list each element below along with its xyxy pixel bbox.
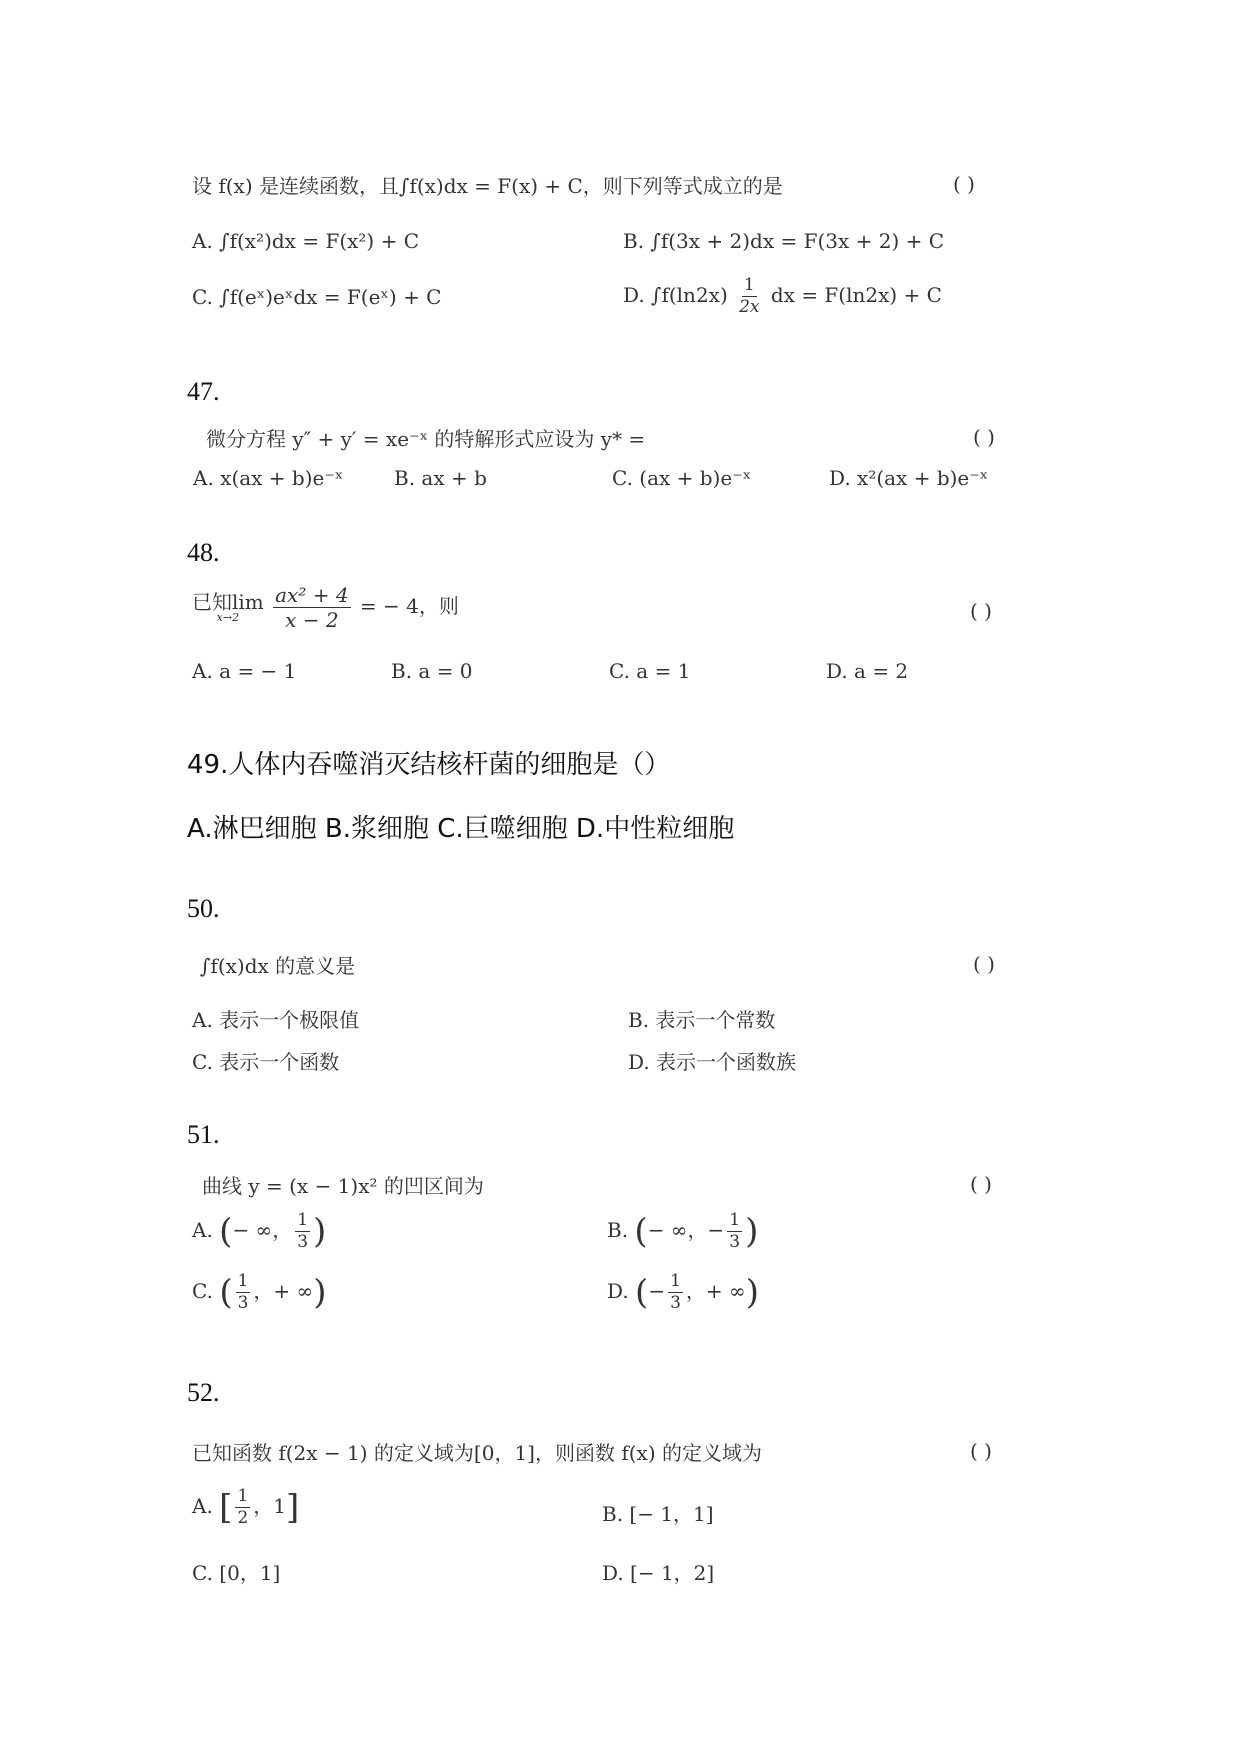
q51-option-c-denominator: 3 <box>237 1293 249 1313</box>
q52-option-c: C. [0，1] <box>192 1561 281 1585</box>
q50-answer-paren: ( ) <box>973 952 995 976</box>
q51-stem: 曲线 y = (x − 1)x² 的凹区间为 <box>202 1174 484 1198</box>
q50-number: 50. <box>187 894 220 923</box>
q52-option-a-label: A. <box>192 1494 213 1518</box>
q50-option-b: B. 表示一个常数 <box>628 1008 776 1032</box>
q49-options: A.淋巴细胞 B.浆细胞 C.巨噬细胞 D.中性粒细胞 <box>187 814 735 844</box>
q52-stem: 已知函数 f(2x − 1) 的定义域为[0，1]，则函数 f(x) 的定义域为 <box>192 1441 762 1465</box>
q48-fraction <box>273 585 350 630</box>
q48-number: 48. <box>187 538 220 567</box>
q52-option-a-post: ，1 <box>253 1494 286 1518</box>
q51-option-b-label: B. <box>607 1218 629 1242</box>
q49-stem: 49.人体内吞噬消灭结核杆菌的细胞是（） <box>187 750 671 780</box>
q47-stem: 微分方程 y″ + y′ = xe⁻ˣ 的特解形式应设为 y* = <box>206 427 646 451</box>
q52-option-a: A. [ $\frac{1}{2}$ ，1] <box>192 1486 300 1528</box>
q51-option-a-denominator: 3 <box>297 1232 309 1252</box>
q51-option-d-pre: − <box>648 1279 666 1303</box>
q46-option-b: B. ∫f(3x + 2)dx = F(3x + 2) + C <box>623 229 945 253</box>
q47-option-d: D. x²(ax + b)e⁻ˣ <box>829 466 989 490</box>
q51-option-a-label: A. <box>192 1218 213 1242</box>
q46-option-d <box>623 277 942 316</box>
q51-option-c: C. ( $\frac{1}{3}$ ，+ ∞) <box>192 1271 327 1313</box>
q47-option-a: A. x(ax + b)e⁻ˣ <box>193 466 344 490</box>
q51-option-a-numerator: 1 <box>297 1210 309 1230</box>
q50-option-a: A. 表示一个极限值 <box>192 1008 360 1032</box>
q52-number: 52. <box>187 1378 220 1407</box>
q52-option-d: D. [− 1，2] <box>602 1561 715 1585</box>
q48-stem <box>192 585 459 630</box>
q50-option-d: D. 表示一个函数族 <box>628 1050 797 1074</box>
q51-option-a: A. (− ∞， $\frac{1}{3}$ ) <box>192 1210 327 1252</box>
q48-limit-subscript: x→2 <box>216 611 240 624</box>
q46-option-c: C. ∫f(eˣ)eˣdx = F(eˣ) + C <box>192 285 442 309</box>
q51-option-d-post: ，+ ∞ <box>685 1279 746 1303</box>
q46-answer-paren: ( ) <box>953 172 975 196</box>
q46-option-d-prefix: D. ∫f(ln2x) <box>623 283 728 307</box>
q52-answer-paren: ( ) <box>970 1439 992 1463</box>
q52-option-b: B. [− 1，1] <box>602 1502 714 1526</box>
q47-option-c: C. (ax + b)e⁻ˣ <box>612 466 752 490</box>
q48-stem-prefix: 已知lim <box>192 590 264 614</box>
q51-option-a-pre: − ∞， <box>232 1218 293 1242</box>
q52-option-a-denominator: 2 <box>237 1508 249 1528</box>
q48-limit <box>192 592 264 623</box>
q50-option-c: C. 表示一个函数 <box>192 1050 340 1074</box>
q48-fraction-numerator: ax² + 4 <box>275 583 349 607</box>
q48-answer-paren: ( ) <box>970 599 992 623</box>
q51-option-c-numerator: 1 <box>237 1271 249 1291</box>
q48-stem-suffix: = − 4，则 <box>359 594 459 618</box>
q46-option-d-suffix: dx = F(ln2x) + C <box>770 283 942 307</box>
q46-option-d-numerator: 1 <box>743 275 755 295</box>
q46-option-a: A. ∫f(x²)dx = F(x²) + C <box>192 229 419 253</box>
q46-option-d-denominator: 2x <box>739 297 760 317</box>
q51-option-d: D. (− $\frac{1}{3}$ ，+ ∞) <box>607 1271 759 1313</box>
q48-option-c: C. a = 1 <box>609 659 691 683</box>
q51-option-d-label: D. <box>607 1279 629 1303</box>
q48-option-b: B. a = 0 <box>391 659 473 683</box>
q51-option-c-post: ，+ ∞ <box>253 1279 314 1303</box>
q50-stem: ∫f(x)dx 的意义是 <box>200 954 356 978</box>
q47-answer-paren: ( ) <box>973 425 995 449</box>
q51-option-b-pre: − ∞，− <box>647 1218 725 1242</box>
q47-option-b: B. ax + b <box>394 466 487 490</box>
q46-stem: 设 f(x) 是连续函数，且∫f(x)dx = F(x) + C，则下列等式成立的是 <box>192 174 783 198</box>
q47-number: 47. <box>187 377 220 406</box>
q48-option-d: D. a = 2 <box>826 659 909 683</box>
q51-option-d-numerator: 1 <box>670 1271 681 1291</box>
q51-option-c-label: C. <box>192 1279 213 1303</box>
q46-option-d-fraction <box>737 277 761 316</box>
q51-number: 51. <box>187 1120 220 1149</box>
q51-option-d-denominator: 3 <box>670 1293 681 1313</box>
q52-option-a-numerator: 1 <box>237 1486 249 1506</box>
q51-option-b: B. (− ∞，− $\frac{1}{3}$ ) <box>607 1210 759 1252</box>
q51-option-b-denominator: 3 <box>729 1232 741 1252</box>
q51-option-b-numerator: 1 <box>729 1210 741 1230</box>
q48-fraction-denominator: x − 2 <box>285 608 339 632</box>
q48-option-a: A. a = − 1 <box>192 659 297 683</box>
q51-answer-paren: ( ) <box>970 1172 992 1196</box>
